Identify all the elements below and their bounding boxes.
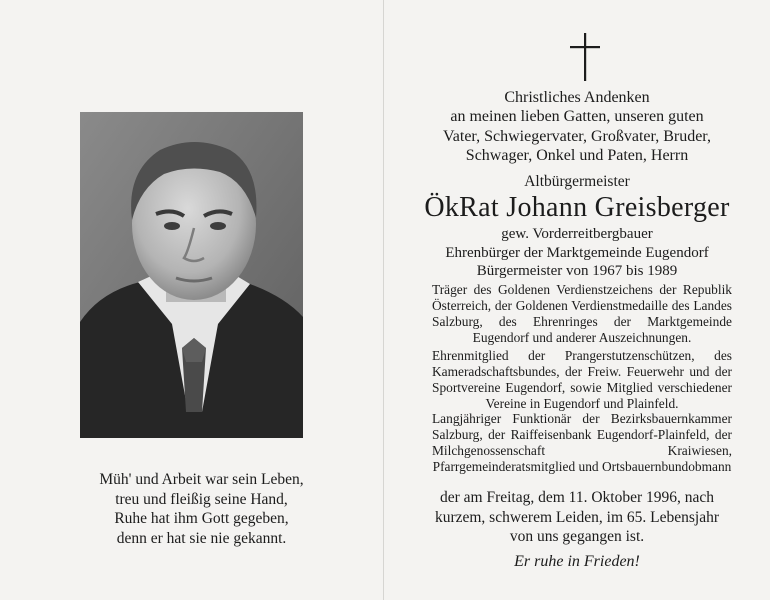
death-line: kurzem, schwerem Leiden, im 65. Lebensjahr	[434, 508, 720, 526]
verse-line: Müh' und Arbeit war sein Leben,	[99, 471, 304, 488]
subtitle-line: Ehrenbürger der Marktgemeinde Eugendorf	[445, 244, 709, 261]
death-line: der am Freitag, dem 11. Oktober 1996, nach	[439, 489, 715, 506]
verse-line: treu und fleißig seine Hand,	[115, 490, 288, 508]
subtitle-line: gew. Vorderreitbergbauer	[501, 226, 653, 242]
honors-paragraph: Träger des Goldenen Verdienstzeichens der Republik Österreich, der Goldenen Verdienstmedaille des Landes Salzburg, des Ehrenringes der Marktgemeinde Eugendorf und anderer Auszeichnungen.	[432, 282, 732, 345]
verse-line: denn er hat sie nie gekannt.	[116, 529, 287, 547]
memorial-verse	[60, 470, 343, 548]
death-notice	[414, 488, 740, 547]
dedication	[414, 88, 740, 165]
dedication-line: an meinen lieben Gatten, unseren guten	[450, 108, 704, 126]
person-subtitle	[414, 225, 740, 281]
death-line: von uns gegangen ist.	[509, 528, 645, 545]
dedication-line: Vater, Schwiegervater, Großvater, Bruder,	[443, 127, 711, 145]
portrait-photo	[80, 112, 303, 438]
memberships-paragraph: Ehrenmitglied der Prangerstutzenschützen, des Kameradschaftsbundes, der Freiw. Feuerwehr und der Sportvereine Eugendorf, sowie Mitglied verschiedener Vereine in Eugendorf und Plainfeld.	[432, 348, 732, 411]
person-name: ÖkRat Johann Greisberger	[424, 192, 730, 223]
functions-paragraph: Langjähriger Funktionär der Bezirksbauernkammer Salzburg, der Raiffeisenbank Eugendorf-Plainfeld, der Milchgenossenschaft Kraiwiesen, Pfarrgemeinderatsmitglied und Ortsbauernbundobmann	[432, 411, 732, 474]
cross-icon	[570, 33, 600, 81]
dedication-line: Christliches Andenken	[504, 89, 650, 106]
verse-line: Ruhe hat ihm Gott gegeben,	[114, 510, 289, 527]
dedication-line: Schwager, Onkel und Paten, Herrn	[465, 146, 689, 164]
left-page	[0, 0, 384, 600]
closing-blessing: Er ruhe in Frieden!	[514, 553, 640, 570]
right-page	[384, 0, 770, 600]
subtitle-line: Bürgermeister von 1967 bis 1989	[476, 263, 678, 279]
person-title: Altbürgermeister	[524, 173, 630, 190]
